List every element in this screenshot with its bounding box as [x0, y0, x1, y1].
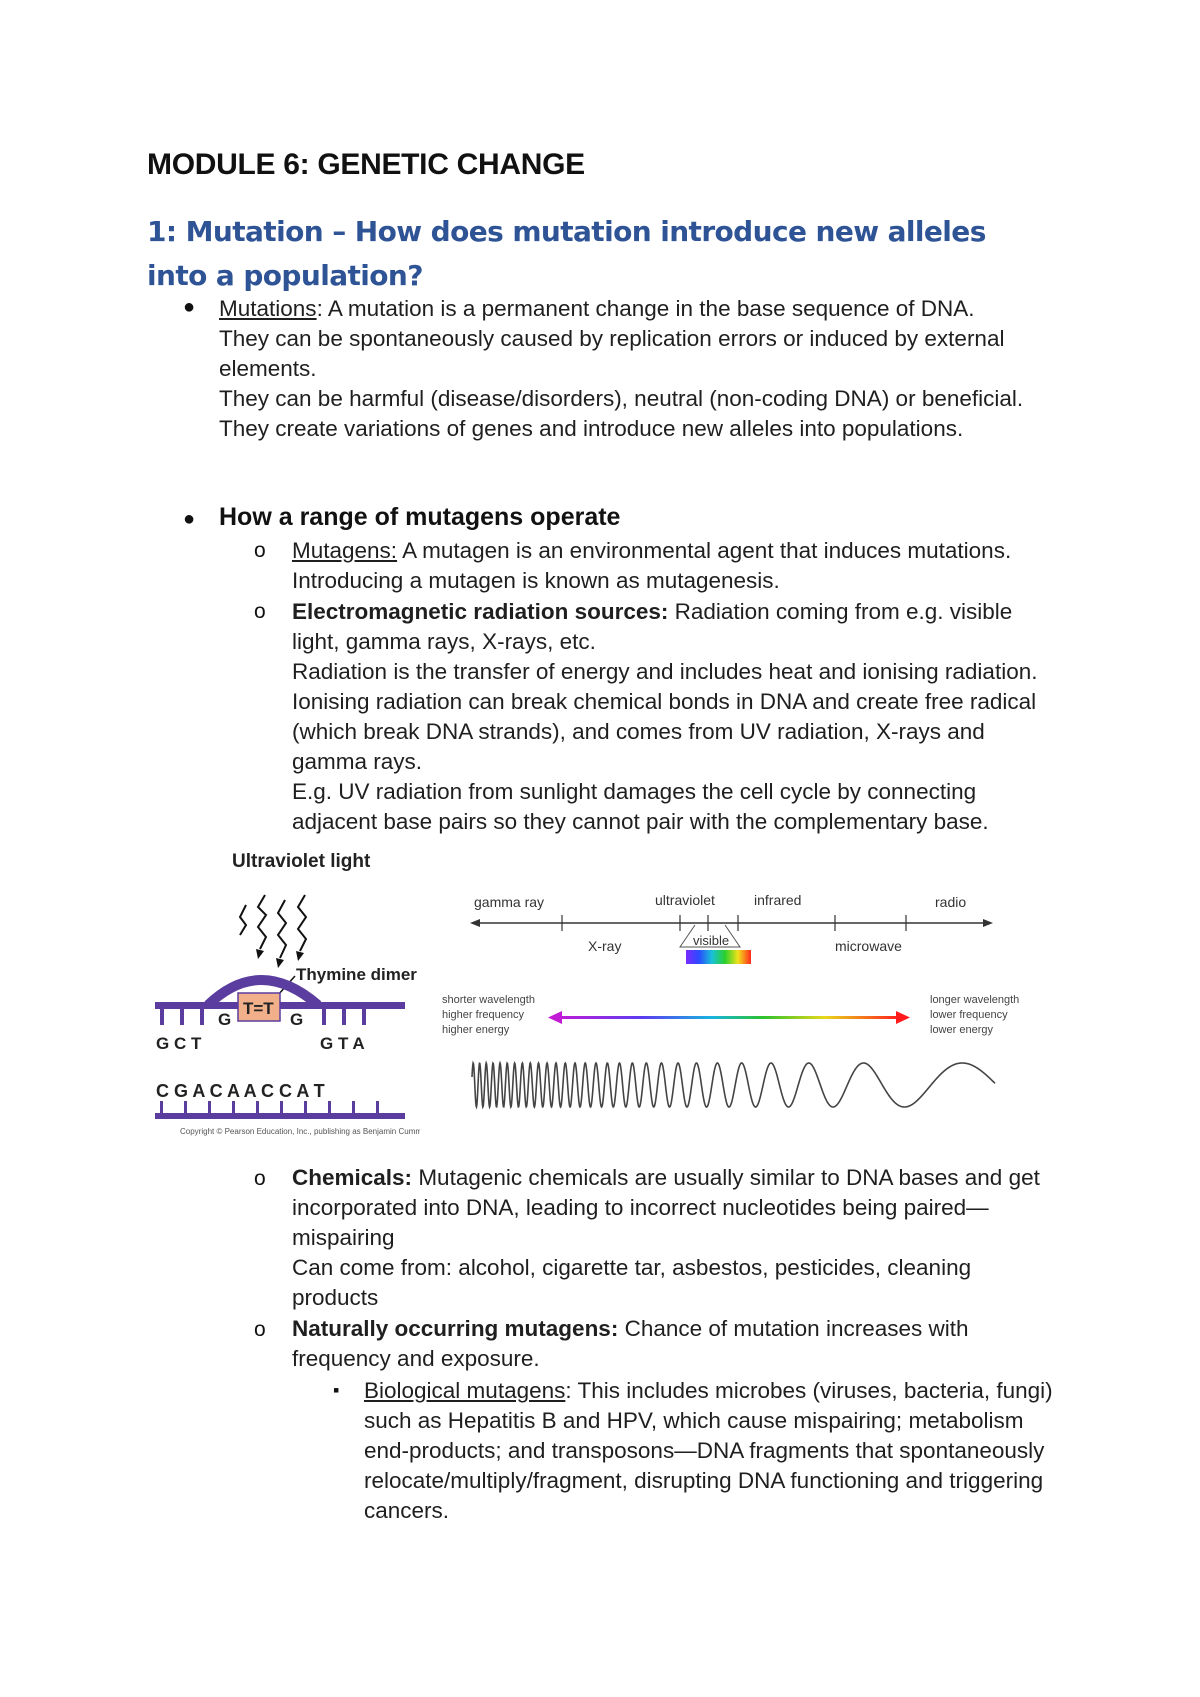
module-title: MODULE 6: GENETIC CHANGE — [147, 148, 585, 181]
natural-text: Chance of mutation increases with frequency and exposure. — [292, 1316, 969, 1371]
chemicals-text1: Mutagenic chemicals are usually similar to DNA bases and get incorporated into DNA, leading to incorrect nucleotides being paired—mispairing — [292, 1165, 1040, 1250]
wavelength-wave — [472, 1063, 995, 1107]
section-heading: 1: Mutation – How does mutation introduce new alleles into a population? — [147, 215, 986, 292]
biological-text: : This includes microbes (viruses, bacteria, fungi) such as Hepatitis B and HPV, which cause mispairing; metabolism end-products; and transposons—DNA fragments that spontaneously relocate/multiply/fragment, disrupting DNA functioning and triggering cancers. — [364, 1378, 1053, 1523]
bottom-seq: C G A C A A C C A T — [156, 1081, 325, 1101]
left-text-1: shorter wavelength — [442, 994, 535, 1006]
chemicals-paragraph — [292, 1163, 1062, 1313]
uv-copyright: Copyright © Pearson Education, Inc., publishing as Benjamin Cummings — [180, 1127, 420, 1136]
sub-bullet-o: o — [254, 1167, 266, 1190]
mutagens-term: Mutagens: — [292, 538, 398, 563]
mutations-line4: They create variations of genes and introduce new alleles into populations. — [219, 416, 964, 441]
natural-term: Naturally occurring mutagens: — [292, 1316, 619, 1341]
right-text-3: lower energy — [930, 1024, 993, 1036]
left-g: G — [218, 1010, 232, 1029]
em-text3: E.g. UV radiation from sunlight damages the cell cycle by connecting adjacent base pairs so they cannot pair with the complementary base. — [292, 779, 989, 834]
chemicals-text2: Can come from: alcohol, cigarette tar, asbestos, pesticides, cleaning products — [292, 1255, 972, 1310]
dimer-bases: T=T — [243, 999, 274, 1018]
natural-paragraph — [292, 1314, 1062, 1374]
biological-paragraph — [364, 1376, 1054, 1526]
sub-bullet-o: o — [254, 600, 266, 623]
right-g: G — [290, 1010, 304, 1029]
mutations-term: Mutations — [219, 296, 317, 321]
biological-term: Biological mutagens — [364, 1378, 566, 1403]
sub-bullet-o: o — [254, 539, 266, 562]
mutations-line2: They can be spontaneously caused by replication errors or induced by external elements. — [219, 326, 1005, 381]
bullet-dot: ● — [183, 508, 196, 530]
right-text-2: lower frequency — [930, 1009, 1008, 1021]
chemicals-term: Chemicals: — [292, 1165, 413, 1190]
uv-title: Ultraviolet light — [232, 851, 371, 872]
label-xray: X-ray — [588, 938, 622, 954]
label-gamma: gamma ray — [474, 894, 545, 910]
label-microwave: microwave — [835, 938, 902, 954]
label-ultraviolet: ultraviolet — [655, 892, 715, 908]
em-paragraph — [292, 597, 1062, 837]
em-term: Electromagnetic radiation sources: — [292, 599, 669, 624]
left-text-3: higher energy — [442, 1024, 510, 1036]
right-seq: G T A — [320, 1034, 365, 1053]
mutagens-paragraph — [292, 536, 1052, 596]
label-radio: radio — [935, 894, 967, 910]
em-spectrum-figure — [440, 885, 1040, 1135]
left-text-2: higher frequency — [442, 1009, 524, 1021]
label-infrared: infrared — [754, 892, 802, 908]
square-bullet: ▪ — [333, 1380, 340, 1400]
mutagens-text: A mutagen is an environmental agent that induces mutations. Introducing a mutagen is known as mutagenesis. — [292, 538, 1012, 593]
mutations-line1: : A mutation is a permanent change in the base sequence of DNA. — [316, 296, 975, 321]
sub-bullet-o: o — [254, 1318, 266, 1341]
label-visible: visible — [693, 933, 730, 948]
em-text2: Radiation is the transfer of energy and includes heat and ionising radiation. Ionising radiation can break chemical bonds in DNA and create free radical (which break DNA strands), and comes from UV radiation, X-rays and gamma rays. — [292, 659, 1038, 774]
left-seq: G C T — [156, 1034, 202, 1053]
bullet-dot: ● — [183, 296, 196, 318]
mutations-line3: They can be harmful (disease/disorders), neutral (non-coding DNA) or beneficial. — [219, 386, 1024, 411]
mutagens-heading: How a range of mutagens operate — [219, 503, 621, 531]
mutations-paragraph — [219, 294, 1049, 444]
em-text1: Radiation coming from e.g. visible light, gamma rays, X-rays, etc. — [292, 599, 1013, 654]
dimer-label: Thymine dimer — [296, 965, 417, 984]
uv-dimer-figure — [150, 845, 420, 1140]
right-text-1: longer wavelength — [930, 994, 1020, 1006]
